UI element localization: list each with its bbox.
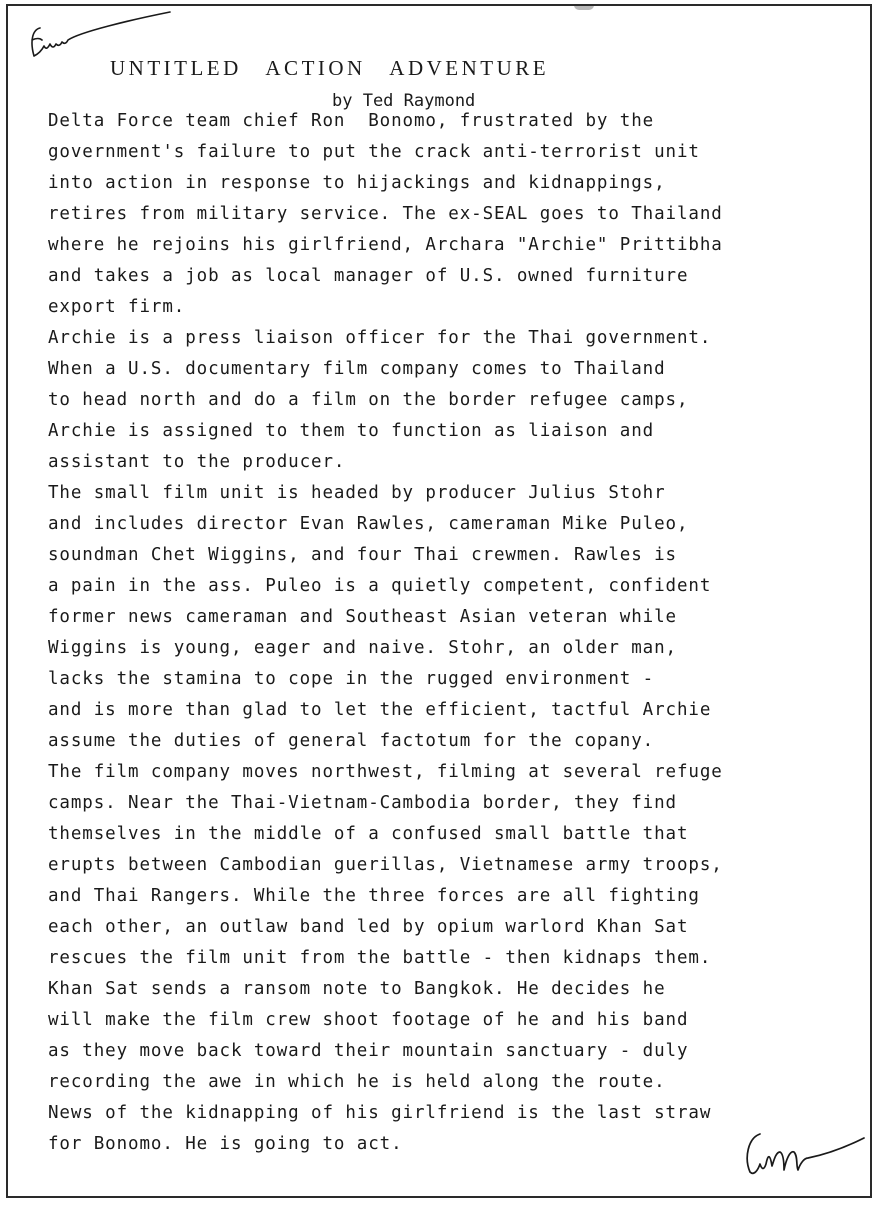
text-line: retires from military service. The ex-SEAL goes to Thailand — [48, 204, 723, 224]
text-line: The film company moves northwest, filming at several refuge — [48, 762, 723, 782]
text-line: government's failure to put the crack anti-terrorist unit — [48, 142, 700, 162]
text-line: export firm. — [48, 297, 186, 317]
synopsis-text — [48, 106, 868, 1160]
text-line: to head north and do a film on the border refugee camps, — [48, 390, 689, 410]
text-line: camps. Near the Thai-Vietnam-Cambodia border, they find — [48, 793, 677, 813]
text-line: The small film unit is headed by producer Julius Stohr — [48, 483, 666, 503]
text-line: themselves in the middle of a confused small battle that — [48, 824, 689, 844]
text-line: assume the duties of general factotum for the copany. — [48, 731, 655, 751]
scan-mark — [574, 4, 594, 10]
text-line: News of the kidnapping of his girlfriend is the last straw — [48, 1103, 712, 1123]
text-line: When a U.S. documentary film company comes to Thailand — [48, 359, 666, 379]
text-line: Wiggins is young, eager and naive. Stohr, an older man, — [48, 638, 677, 658]
document-page — [6, 4, 872, 1198]
text-line: will make the film crew shoot footage of he and his band — [48, 1010, 689, 1030]
text-line: a pain in the ass. Puleo is a quietly competent, confident — [48, 576, 712, 596]
text-line: erupts between Cambodian guerillas, Vietnamese army troops, — [48, 855, 723, 875]
text-line: Archie is a press liaison officer for the Thai government. — [48, 328, 712, 348]
text-line: and includes director Evan Rawles, cameraman Mike Puleo, — [48, 514, 689, 534]
text-line: as they move back toward their mountain sanctuary - duly — [48, 1041, 689, 1061]
text-line: and takes a job as local manager of U.S. owned furniture — [48, 266, 689, 286]
text-line: and Thai Rangers. While the three forces are all fighting — [48, 886, 700, 906]
text-line: and is more than glad to let the efficient, tactful Archie — [48, 700, 712, 720]
text-line: recording the awe in which he is held along the route. — [48, 1072, 666, 1092]
text-line: lacks the stamina to cope in the rugged environment - — [48, 669, 655, 689]
text-line: rescues the film unit from the battle - then kidnaps them. — [48, 948, 712, 968]
text-line: former news cameraman and Southeast Asian veteran while — [48, 607, 677, 627]
text-line: into action in response to hijackings and kidnappings, — [48, 173, 666, 193]
text-line: soundman Chet Wiggins, and four Thai crewmen. Rawles is — [48, 545, 677, 565]
text-line: Khan Sat sends a ransom note to Bangkok. He decides he — [48, 979, 666, 999]
text-line: Delta Force team chief Ron Bonomo, frustrated by the — [48, 111, 655, 131]
text-line: where he rejoins his girlfriend, Archara "Archie" Prittibha — [48, 235, 723, 255]
handwritten-initials-bottom — [738, 1124, 868, 1180]
text-line: for Bonomo. He is going to act. — [48, 1134, 403, 1154]
text-line: Archie is assigned to them to function as liaison and — [48, 421, 655, 441]
document-title: UNTITLED ACTION ADVENTURE — [110, 56, 550, 80]
document-byline: by Ted Raymond — [332, 91, 476, 111]
text-line: assistant to the producer. — [48, 452, 346, 472]
text-line: each other, an outlaw band led by opium warlord Khan Sat — [48, 917, 689, 937]
